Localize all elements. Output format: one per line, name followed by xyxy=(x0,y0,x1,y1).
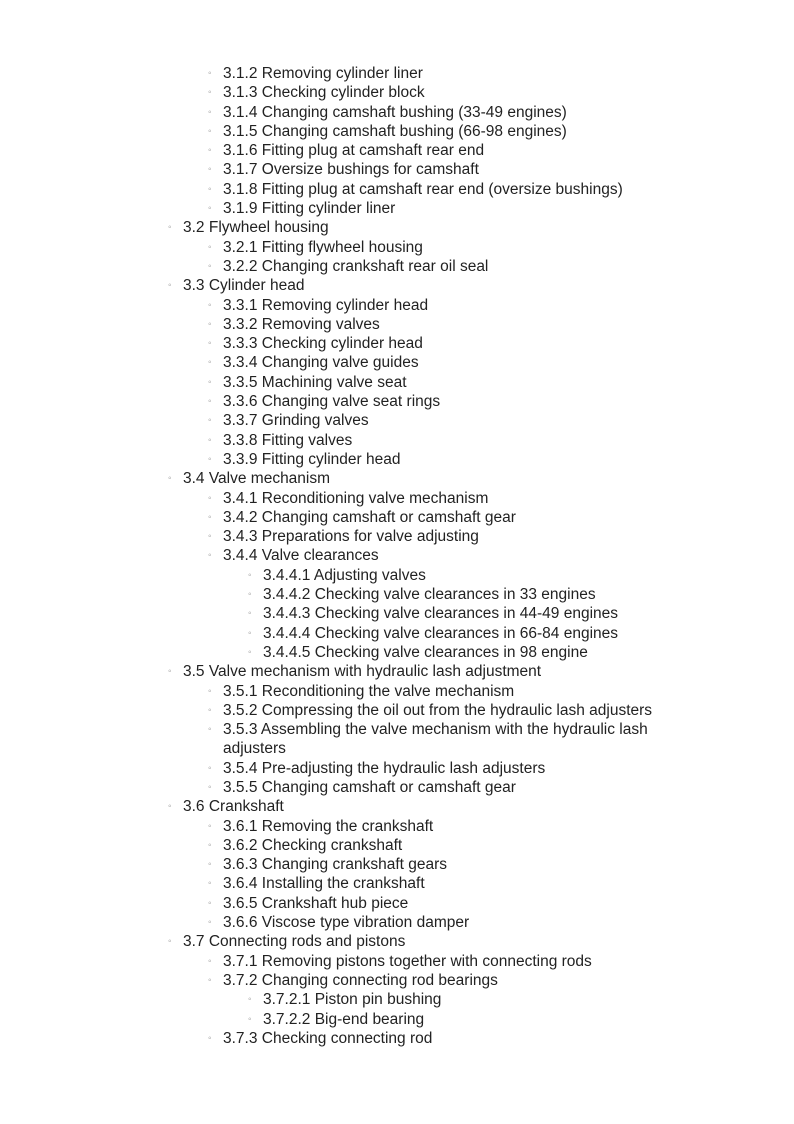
toc-entry-level-3[interactable] xyxy=(0,604,794,623)
toc-entry-level-2[interactable] xyxy=(0,315,794,334)
toc-entry-level-2[interactable] xyxy=(0,489,794,508)
toc-entry-label: 3.1.2 Removing cylinder liner xyxy=(223,65,423,82)
toc-entry-label: 3.6 Crankshaft xyxy=(183,798,284,816)
list-bullet-icon: ◦ xyxy=(248,589,252,601)
list-bullet-icon: ◦ xyxy=(208,955,212,967)
list-bullet-icon: ◦ xyxy=(208,68,212,79)
toc-entry-label: 3.6.1 Removing the crankshaft xyxy=(223,817,434,835)
list-bullet-icon: ◦ xyxy=(208,974,212,986)
list-bullet-icon: ◦ xyxy=(208,183,212,195)
toc-entry-level-1[interactable] xyxy=(0,662,794,681)
toc-entry-label: 3.1.3 Checking cylinder block xyxy=(223,84,425,102)
toc-entry-level-2[interactable] xyxy=(0,199,794,218)
toc-entry-level-2[interactable] xyxy=(0,411,794,430)
list-bullet-icon: ◦ xyxy=(208,318,212,330)
list-bullet-icon: ◦ xyxy=(208,415,212,427)
toc-entry-level-3[interactable] xyxy=(0,1010,794,1029)
toc-entry-level-2[interactable] xyxy=(0,1029,794,1048)
toc-entry-label: 3.6.3 Changing crankshaft gears xyxy=(223,856,448,874)
toc-entry-label: 3.5.2 Compressing the oil out from the hydraulic lash adjusters xyxy=(223,701,653,719)
toc-entry-label: 3.4.4.2 Checking valve clearances in 33 engines xyxy=(263,586,596,604)
list-bullet-icon: ◦ xyxy=(208,878,212,890)
list-bullet-icon: ◦ xyxy=(208,704,212,716)
list-bullet-icon: ◦ xyxy=(208,492,212,504)
toc-entry-level-1[interactable] xyxy=(0,276,794,295)
list-bullet-icon: ◦ xyxy=(208,453,212,465)
toc-entry-level-2[interactable] xyxy=(0,83,794,102)
list-bullet-icon: ◦ xyxy=(248,627,252,639)
toc-entry-level-2[interactable] xyxy=(0,817,794,836)
toc-entry-label: 3.4.4.5 Checking valve clearances in 98 engine xyxy=(263,643,588,661)
list-bullet-icon: ◦ xyxy=(208,511,212,523)
toc-entry-label: 3.1.8 Fitting plug at camshaft rear end (oversize bushings) xyxy=(223,180,623,198)
toc-entry-level-2[interactable] xyxy=(0,160,794,179)
toc-entry-label: 3.7.2.2 Big-end bearing xyxy=(263,1010,425,1028)
list-bullet-icon: ◦ xyxy=(208,357,212,369)
toc-entry-label: 3.4.4.4 Checking valve clearances in 66-84 engines xyxy=(263,624,619,642)
toc-entry-label: 3.3.9 Fitting cylinder head xyxy=(223,450,401,468)
list-bullet-icon: ◦ xyxy=(208,87,212,99)
list-bullet-icon: ◦ xyxy=(208,781,212,793)
toc-entry-label: 3.4.1 Reconditioning valve mechanism xyxy=(223,489,489,507)
toc-entry-label: 3.4.3 Preparations for valve adjusting xyxy=(223,528,479,546)
toc-entry-label: 3.4.4.1 Adjusting valves xyxy=(263,566,426,584)
toc-entry-label: 3.3.1 Removing cylinder head xyxy=(223,296,429,314)
list-bullet-icon: ◦ xyxy=(248,646,252,658)
toc-entry-level-2[interactable] xyxy=(0,836,794,855)
toc-entry-label: 3.2 Flywheel housing xyxy=(183,219,329,237)
toc-entry-level-2[interactable] xyxy=(0,353,794,372)
toc-entry-level-1[interactable] xyxy=(0,797,794,816)
toc-entry-label: 3.2.1 Fitting flywheel housing xyxy=(223,238,423,256)
toc-entry-label: 3.3.4 Changing valve guides xyxy=(223,354,419,372)
toc-entry-level-2[interactable] xyxy=(0,373,794,392)
list-bullet-icon: ◦ xyxy=(208,145,212,157)
toc-entry-label: 3.1.6 Fitting plug at camshaft rear end xyxy=(223,142,485,160)
list-bullet-icon: ◦ xyxy=(208,1032,212,1044)
list-bullet-icon: ◦ xyxy=(208,762,212,774)
toc-entry-level-2[interactable] xyxy=(0,759,794,778)
toc-entry-label: 3.5.3 Assembling the valve mechanism with the hydraulic lash adjusters xyxy=(223,721,648,758)
toc-entry-level-2[interactable] xyxy=(0,122,794,141)
list-bullet-icon: ◦ xyxy=(168,801,172,813)
list-bullet-icon: ◦ xyxy=(208,376,212,388)
list-bullet-icon: ◦ xyxy=(208,859,212,871)
toc-entry-label: 3.7 Connecting rods and pistons xyxy=(183,933,406,951)
toc-entry-label: 3.6.5 Crankshaft hub piece xyxy=(223,894,409,912)
list-bullet-icon: ◦ xyxy=(208,299,212,311)
toc-entry-label: 3.3 Cylinder head xyxy=(183,277,305,295)
list-bullet-icon: ◦ xyxy=(208,820,212,832)
toc-entry-level-2[interactable] xyxy=(0,64,794,83)
list-bullet-icon: ◦ xyxy=(168,280,172,292)
toc-entry-level-1[interactable] xyxy=(0,218,794,237)
toc-entry-label: 3.2.2 Changing crankshaft rear oil seal xyxy=(223,257,489,275)
list-bullet-icon: ◦ xyxy=(208,550,212,562)
list-bullet-icon: ◦ xyxy=(208,897,212,909)
toc-entry-level-3[interactable] xyxy=(0,624,794,643)
table-of-contents xyxy=(0,64,794,1048)
toc-entry-level-2[interactable] xyxy=(0,855,794,874)
toc-entry-level-3[interactable] xyxy=(0,585,794,604)
toc-entry-label: 3.4.4 Valve clearances xyxy=(223,547,379,565)
toc-entry-level-3[interactable] xyxy=(0,566,794,585)
toc-entry-level-2[interactable] xyxy=(0,431,794,450)
toc-entry-label: 3.4.4.3 Checking valve clearances in 44-49 engines xyxy=(263,605,619,623)
toc-entry-label: 3.5.4 Pre-adjusting the hydraulic lash adjusters xyxy=(223,759,546,777)
toc-entry-level-2[interactable] xyxy=(0,546,794,565)
list-bullet-icon: ◦ xyxy=(168,666,172,678)
list-bullet-icon: ◦ xyxy=(208,685,212,697)
toc-entry-label: 3.1.9 Fitting cylinder liner xyxy=(223,200,396,218)
toc-entry-label: 3.3.6 Changing valve seat rings xyxy=(223,393,441,411)
toc-entry-level-2[interactable] xyxy=(0,257,794,276)
toc-entry-level-2[interactable] xyxy=(0,701,794,720)
list-bullet-icon: ◦ xyxy=(208,724,212,736)
list-bullet-icon: ◦ xyxy=(208,164,212,176)
list-bullet-icon: ◦ xyxy=(208,260,212,272)
toc-entry-label: 3.5 Valve mechanism with hydraulic lash adjustment xyxy=(183,663,542,681)
list-bullet-icon: ◦ xyxy=(168,936,172,948)
toc-entry-level-2[interactable] xyxy=(0,527,794,546)
list-bullet-icon: ◦ xyxy=(248,608,252,620)
toc-entry-label: 3.6.6 Viscose type vibration damper xyxy=(223,914,470,932)
list-bullet-icon: ◦ xyxy=(248,994,252,1006)
toc-entry-level-2[interactable] xyxy=(0,103,794,122)
toc-entry-level-2[interactable] xyxy=(0,296,794,315)
list-bullet-icon: ◦ xyxy=(208,917,212,929)
toc-entry-label: 3.1.7 Oversize bushings for camshaft xyxy=(223,161,479,179)
list-bullet-icon: ◦ xyxy=(168,222,172,234)
toc-entry-level-2[interactable] xyxy=(0,913,794,932)
toc-entry-label: 3.3.2 Removing valves xyxy=(223,315,380,333)
toc-entry-level-2[interactable] xyxy=(0,238,794,257)
list-bullet-icon: ◦ xyxy=(208,434,212,446)
list-bullet-icon: ◦ xyxy=(208,396,212,408)
toc-entry-label: 3.3.8 Fitting valves xyxy=(223,431,353,449)
list-bullet-icon: ◦ xyxy=(208,106,212,118)
toc-entry-level-3[interactable] xyxy=(0,643,794,662)
toc-entry-level-2[interactable] xyxy=(0,874,794,893)
toc-entry-level-2[interactable] xyxy=(0,778,794,797)
list-bullet-icon: ◦ xyxy=(168,473,172,485)
toc-entry-label: 3.5.5 Changing camshaft or camshaft gear xyxy=(223,778,516,796)
list-bullet-icon: ◦ xyxy=(248,1013,252,1025)
list-bullet-icon: ◦ xyxy=(208,338,212,350)
toc-entry-level-2[interactable] xyxy=(0,971,794,990)
toc-entry-label: 3.7.1 Removing pistons together with connecting rods xyxy=(223,952,592,970)
toc-entry-level-2[interactable] xyxy=(0,508,794,527)
toc-entry-level-1[interactable] xyxy=(0,469,794,488)
toc-entry-label: 3.7.2.1 Piston pin bushing xyxy=(263,991,442,1009)
list-bullet-icon: ◦ xyxy=(208,839,212,851)
toc-entry-label: 3.6.4 Installing the crankshaft xyxy=(223,875,425,893)
toc-entry-level-2[interactable] xyxy=(0,141,794,160)
toc-entry-level-3[interactable] xyxy=(0,990,794,1009)
toc-entry-label: 3.4.2 Changing camshaft or camshaft gear xyxy=(223,508,516,526)
list-bullet-icon: ◦ xyxy=(208,125,212,137)
toc-entry-level-2[interactable] xyxy=(0,392,794,411)
toc-entry-label: 3.4 Valve mechanism xyxy=(183,470,331,488)
toc-entry-label: 3.7.2 Changing connecting rod bearings xyxy=(223,971,498,989)
toc-entry-level-2[interactable] xyxy=(0,682,794,701)
list-bullet-icon: ◦ xyxy=(208,203,212,215)
toc-entry-label: 3.6.2 Checking crankshaft xyxy=(223,836,403,854)
toc-entry-level-2[interactable] xyxy=(0,894,794,913)
toc-entry-label: 3.3.7 Grinding valves xyxy=(223,412,369,430)
toc-entry-level-2[interactable] xyxy=(0,450,794,469)
toc-entry-level-2[interactable] xyxy=(0,952,794,971)
toc-entry-label: 3.3.3 Checking cylinder head xyxy=(223,335,423,353)
toc-entry-level-2[interactable] xyxy=(0,334,794,353)
toc-entry-level-2[interactable] xyxy=(0,720,673,759)
toc-entry-label: 3.5.1 Reconditioning the valve mechanism xyxy=(223,682,515,700)
list-bullet-icon: ◦ xyxy=(208,531,212,543)
toc-entry-label: 3.7.3 Checking connecting rod xyxy=(223,1029,433,1047)
toc-entry-label: 3.3.5 Machining valve seat xyxy=(223,373,407,391)
list-bullet-icon: ◦ xyxy=(208,241,212,253)
toc-entry-label: 3.1.4 Changing camshaft bushing (33-49 engines) xyxy=(223,103,567,121)
list-bullet-icon: ◦ xyxy=(248,569,252,581)
toc-entry-level-2[interactable] xyxy=(0,180,794,199)
toc-entry-label: 3.1.5 Changing camshaft bushing (66-98 engines) xyxy=(223,122,567,140)
toc-entry-level-1[interactable] xyxy=(0,932,794,951)
